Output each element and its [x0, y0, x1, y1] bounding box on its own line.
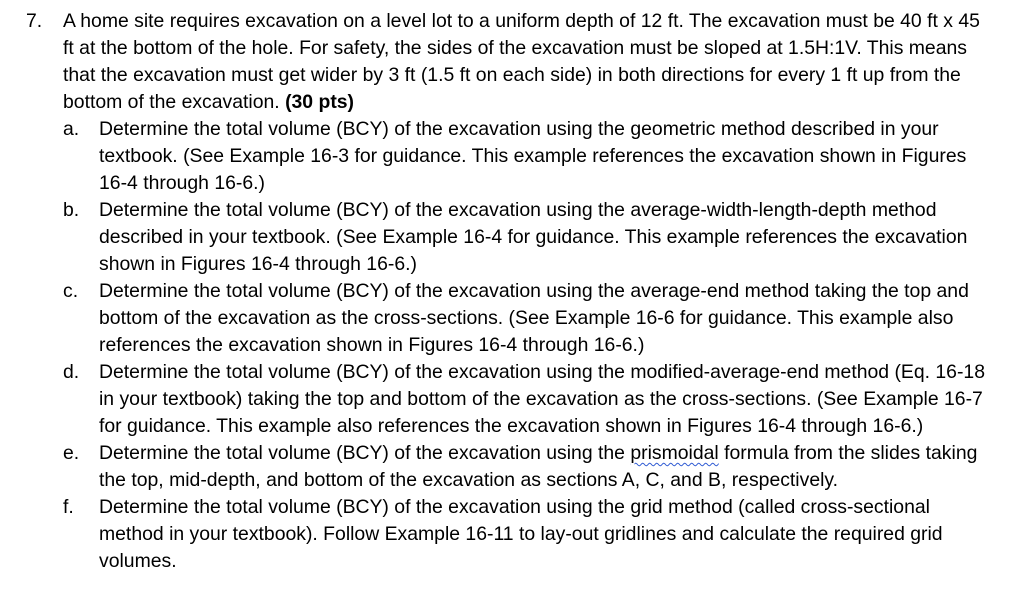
part-letter: a. [63, 118, 80, 140]
part-letter: b. [63, 199, 80, 221]
part-text: Determine the total volume (BCY) of the excavation using the modified-average-end method (Eq. 16-18 in your textbook) taking the top and bottom of the excavation as the cross-sections. (See Example 16-7 for guidance. This example also references the excavation shown in Figures 16-4 through 16-6.) [99, 361, 985, 437]
part-text-before: Determine the total volume (BCY) of the excavation using the [99, 442, 631, 464]
part-letter: d. [63, 361, 80, 383]
part-f [63, 494, 994, 575]
part-b [63, 197, 994, 278]
part-text: Determine the total volume (BCY) of the excavation using the average-end method taking the top and bottom of the excavation as the cross-sections. (See Example 16-6 for guidance. This example also references the excavation shown in Figures 16-4 through 16-6.) [99, 280, 969, 356]
part-text: Determine the total volume (BCY) of the excavation using the average-width-length-depth method described in your textbook. (See Example 16-4 for guidance. This example references the excavation shown in Figures 16-4 through 16-6.) [99, 199, 968, 275]
part-text: Determine the total volume (BCY) of the excavation using the geometric method described in your textbook. (See Example 16-3 for guidance. This example references the excavation shown in Figures 16-4 through 16-6.) [99, 118, 967, 194]
question-parts-list [63, 116, 994, 575]
part-e [63, 440, 994, 494]
question-7 [26, 8, 994, 575]
question-stem-text: A home site requires excavation on a level lot to a uniform depth of 12 ft. The excavation must be 40 ft x 45 ft at the bottom of the hole. For safety, the sides of the excavation must be sloped at 1.5H:1V. This means that the excavation must get wider by 3 ft (1.5 ft on each side) in both directions for every 1 ft up from the bottom of the excavation. [63, 10, 980, 113]
part-letter: f. [63, 496, 74, 518]
part-a [63, 116, 994, 197]
part-text [99, 440, 994, 494]
part-letter: e. [63, 442, 80, 464]
part-text-after: formula from the slides taking the top, mid-depth, and bottom of the excavation as sections A, C, and B, respectively. [99, 442, 978, 491]
part-text: Determine the total volume (BCY) of the excavation using the grid method (called cross-sectional method in your textbook). Follow Example 16-11 to lay-out gridlines and calculate the required grid volumes. [99, 496, 943, 572]
part-d [63, 359, 994, 440]
spellcheck-flagged-word[interactable]: prismoidal [630, 442, 719, 464]
question-points: (30 pts) [285, 91, 355, 113]
question-number: 7. [26, 10, 43, 32]
part-c [63, 278, 994, 359]
part-letter: c. [63, 280, 79, 302]
question-stem [63, 8, 994, 116]
question-body [63, 8, 994, 575]
